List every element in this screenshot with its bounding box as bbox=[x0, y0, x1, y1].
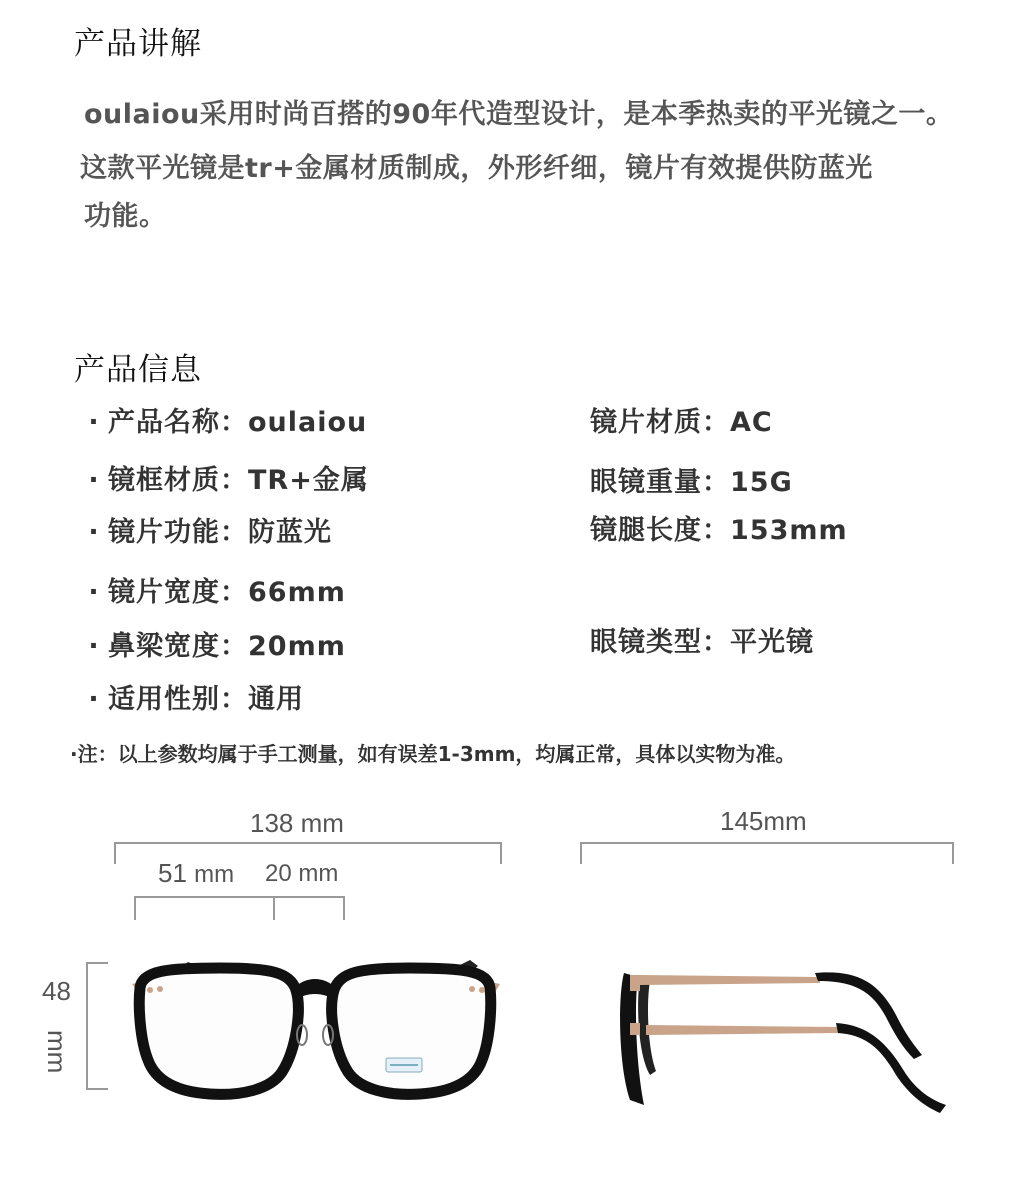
side-hinge-bottom bbox=[630, 1023, 640, 1035]
spec-text: 镜片功能：防蓝光 bbox=[108, 517, 332, 548]
right-rivet-1 bbox=[469, 986, 475, 992]
spec-lens-width bbox=[80, 570, 346, 609]
spec-gender bbox=[80, 677, 304, 716]
spec-temple-length: 镜腿长度：153mm bbox=[590, 515, 848, 546]
temple-tick-right bbox=[952, 842, 954, 864]
measurement-note: ·注：以上参数均属于手工测量，如有误差1-3mm，均属正常，具体以实物为准。 bbox=[70, 742, 796, 766]
total-width-line bbox=[114, 842, 502, 844]
total-width-tick-left bbox=[114, 842, 116, 864]
lens-height-tick-bottom bbox=[86, 1088, 108, 1090]
explain-line-2: 这款平光镜是tr+金属材质制成，外形纤细，镜片有效提供防蓝光 bbox=[80, 153, 873, 184]
right-rivet-2 bbox=[479, 987, 485, 993]
explain-line-3: 功能。 bbox=[84, 201, 167, 232]
lens-height-line bbox=[86, 962, 88, 1090]
left-lens bbox=[139, 968, 298, 1094]
spec-text: 镜框材质：TR+金属 bbox=[108, 465, 369, 496]
side-hinge-top bbox=[630, 975, 640, 991]
bottom-temple-tip bbox=[836, 1023, 946, 1113]
lens-width-number: 51 bbox=[158, 858, 187, 888]
spec-weight: 眼镜重量：15G bbox=[590, 467, 793, 498]
glasses-side-view bbox=[610, 955, 970, 1125]
bridge bbox=[294, 979, 336, 1000]
lens-height-tick-top bbox=[86, 962, 108, 964]
bullet: · bbox=[88, 407, 100, 438]
temple-length-label: 145mm bbox=[720, 806, 807, 836]
spec-text: 鼻梁宽度：20mm bbox=[108, 631, 346, 662]
glasses-front-view bbox=[110, 940, 520, 1120]
bullet: · bbox=[88, 577, 100, 608]
info-title: 产品信息 bbox=[74, 352, 202, 388]
spec-lens-material: 镜片材质：AC bbox=[590, 407, 773, 438]
lens-width-unit: mm bbox=[194, 861, 235, 888]
spec-bridge-width bbox=[80, 624, 346, 663]
left-rivet-1 bbox=[147, 987, 153, 993]
top-temple-metal bbox=[640, 975, 820, 985]
bullet: · bbox=[88, 631, 100, 662]
bullet: · bbox=[88, 465, 100, 496]
bridge-tick-right bbox=[343, 896, 345, 920]
left-rivet-2 bbox=[157, 986, 163, 992]
bridge-width-label: 20 mm bbox=[265, 860, 339, 887]
explain-title: 产品讲解 bbox=[74, 26, 202, 62]
bottom-temple-metal bbox=[646, 1025, 840, 1035]
temple-length-line bbox=[580, 842, 954, 844]
total-width-label: 138 mm bbox=[250, 808, 344, 838]
lens-height-number: 48 bbox=[42, 976, 71, 1006]
lens-height-unit: mm bbox=[42, 1030, 72, 1074]
spec-product-name bbox=[80, 400, 367, 439]
spec-lens-function bbox=[80, 510, 332, 549]
total-width-tick-right bbox=[500, 842, 502, 864]
lens-tick-left bbox=[134, 896, 136, 920]
lens-bridge-line bbox=[134, 896, 344, 898]
lens-width-label bbox=[158, 858, 234, 889]
spec-text: 产品名称：oulaiou bbox=[108, 407, 368, 438]
spec-text: 适用性别：通用 bbox=[108, 684, 304, 715]
top-temple-tip bbox=[815, 972, 922, 1059]
lens-tick-mid bbox=[273, 896, 275, 920]
spec-text: 镜片宽度：66mm bbox=[108, 577, 346, 608]
explain-line-1: oulaiou采用时尚百搭的90年代造型设计，是本季热卖的平光镜之一。 bbox=[84, 99, 954, 130]
bullet: · bbox=[88, 517, 100, 548]
spec-glasses-type: 眼镜类型：平光镜 bbox=[590, 627, 814, 658]
right-lens bbox=[332, 968, 491, 1094]
temple-tick-left bbox=[580, 842, 582, 864]
bullet: · bbox=[88, 684, 100, 715]
spec-frame-material bbox=[80, 458, 369, 497]
